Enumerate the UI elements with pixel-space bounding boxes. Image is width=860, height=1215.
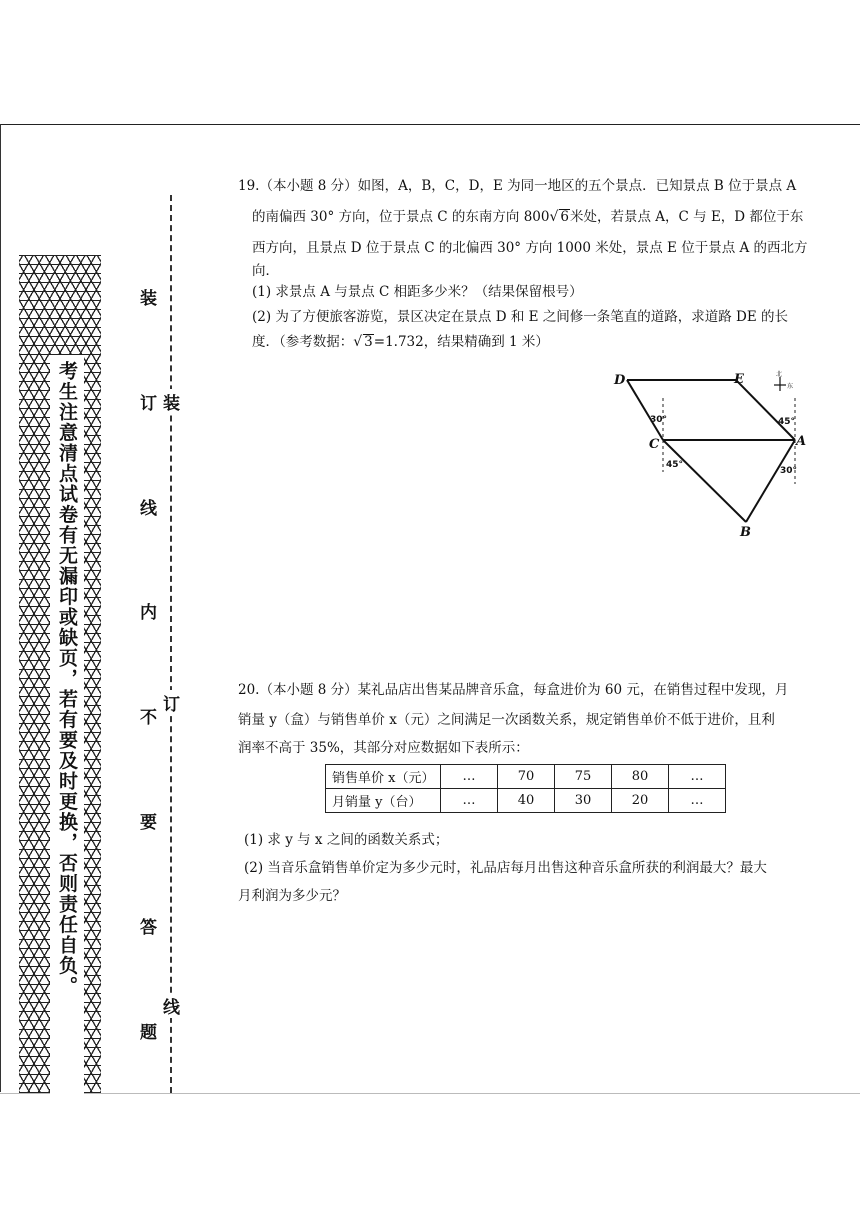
- q19-line2-end: 米处，若景点 A，C 与 E，D 都位于东: [570, 209, 804, 225]
- binding-char: 装: [140, 289, 157, 309]
- q20-sub1: (1) 求 y 与 x 之间的函数关系式；: [244, 832, 449, 848]
- q19-line: 向．: [252, 263, 279, 279]
- table-cell: 80: [612, 765, 669, 789]
- point-label-b: B: [740, 525, 751, 540]
- sqrt-radicand: 6: [560, 209, 569, 225]
- notice-text: 考生注意清点试卷有无漏印或缺页，若有要及时更换，否则责任自负。: [56, 361, 78, 997]
- q19-line: 西方向，且景点 D 位于景点 C 的北偏西 30° 方向 1000 米处，景点 E 位于景点 A 的西北方: [252, 240, 808, 256]
- table-cell: 30: [555, 789, 612, 813]
- point-label-a: A: [796, 434, 807, 449]
- q20-line: 销量 y（盒）与销售单价 x（元）之间满足一次函数关系，规定销售单价不低于进价，且利: [238, 712, 775, 728]
- binding-char: 答: [140, 918, 157, 938]
- q19-line: 19.（本小题 8 分）如图，A，B，C，D，E 为同一地区的五个景点．已知景点 B 位于景点 A: [238, 178, 797, 194]
- binding-char: 装: [163, 389, 180, 414]
- point-label-c: C: [649, 437, 660, 452]
- binding-char: 订: [163, 690, 180, 715]
- binding-char: 线: [140, 499, 157, 519]
- table-row: [326, 789, 726, 813]
- angle-label-ab: 30°: [780, 466, 798, 476]
- table-cell: …: [441, 765, 498, 789]
- segment-cb: [663, 440, 746, 522]
- sqrt-symbol: √: [549, 209, 559, 225]
- table-cell: 40: [498, 789, 555, 813]
- notice-text-box: [50, 355, 84, 1095]
- angle-label-ae: 45°: [778, 417, 796, 427]
- question-20: [238, 676, 818, 762]
- geometry-figure: [600, 360, 820, 550]
- price-sales-table: [325, 764, 726, 813]
- notice-panel: [19, 255, 101, 1093]
- table-cell: 70: [498, 765, 555, 789]
- compass-icon: [774, 370, 793, 391]
- table-cell: 20: [612, 789, 669, 813]
- q20-line: 润率不高于 35%，其部分对应数据如下表所示：: [238, 740, 529, 756]
- sqrt-symbol: √: [353, 334, 363, 350]
- point-label-e: E: [734, 372, 744, 387]
- binding-char: 订: [140, 394, 157, 414]
- angle-label-cb: 45°: [666, 460, 684, 470]
- q19-sub2: (2) 为了方便旅客游览，景区决定在景点 D 和 E 之间修一条笔直的道路，求道路 DE 的长: [252, 309, 789, 325]
- q20-subquestions: [238, 826, 824, 910]
- compass-north: 北: [776, 371, 783, 378]
- q20-sub2-cont: 月利润为多少元？: [238, 888, 346, 904]
- table-cell: …: [441, 789, 498, 813]
- binding-char: 线: [163, 993, 180, 1018]
- q19-sub2-cont: [238, 330, 818, 355]
- segment-dc: [627, 380, 663, 440]
- point-label-d: D: [614, 373, 626, 388]
- segment-ab: [746, 440, 798, 522]
- q19-sub1: (1) 求景点 A 与景点 C 相距多少米？（结果保留根号）: [252, 284, 583, 300]
- table-cell: 销售单价 x（元）: [326, 765, 441, 789]
- binding-char: 内: [140, 603, 157, 623]
- sheet-left-border: [0, 124, 1, 1092]
- q19-sub2-post: =1.732，结果精确到 1 米）: [373, 334, 549, 350]
- sqrt-radicand: 3: [364, 334, 373, 350]
- question-19: [238, 172, 818, 355]
- table-cell: 月销量 y（台）: [326, 789, 441, 813]
- binding-char: 要: [140, 813, 157, 833]
- q19-line2-start: 的南偏西 30° 方向，位于景点 C 的东南方向 800: [252, 209, 550, 225]
- binding-char: 题: [140, 1023, 157, 1043]
- angle-label-dc: 30°: [650, 415, 668, 425]
- table-cell: 75: [555, 765, 612, 789]
- table-cell: …: [669, 789, 726, 813]
- q20-line: 20.（本小题 8 分）某礼品店出售某品牌音乐盒，每盒进价为 60 元，在销售过程中发现，月: [238, 682, 789, 698]
- q19-sub2-pre: 度．（参考数据：: [252, 334, 354, 350]
- compass-east: 东: [787, 383, 794, 390]
- binding-dashed-line: [170, 195, 172, 1093]
- q19-line: [238, 203, 818, 231]
- q20-sub2: (2) 当音乐盒销售单价定为多少元时，礼品店每月出售这种音乐盒所获的利润最大？最大: [244, 860, 767, 876]
- table-row: [326, 765, 726, 789]
- binding-char: 不: [140, 708, 157, 728]
- table-cell: …: [669, 765, 726, 789]
